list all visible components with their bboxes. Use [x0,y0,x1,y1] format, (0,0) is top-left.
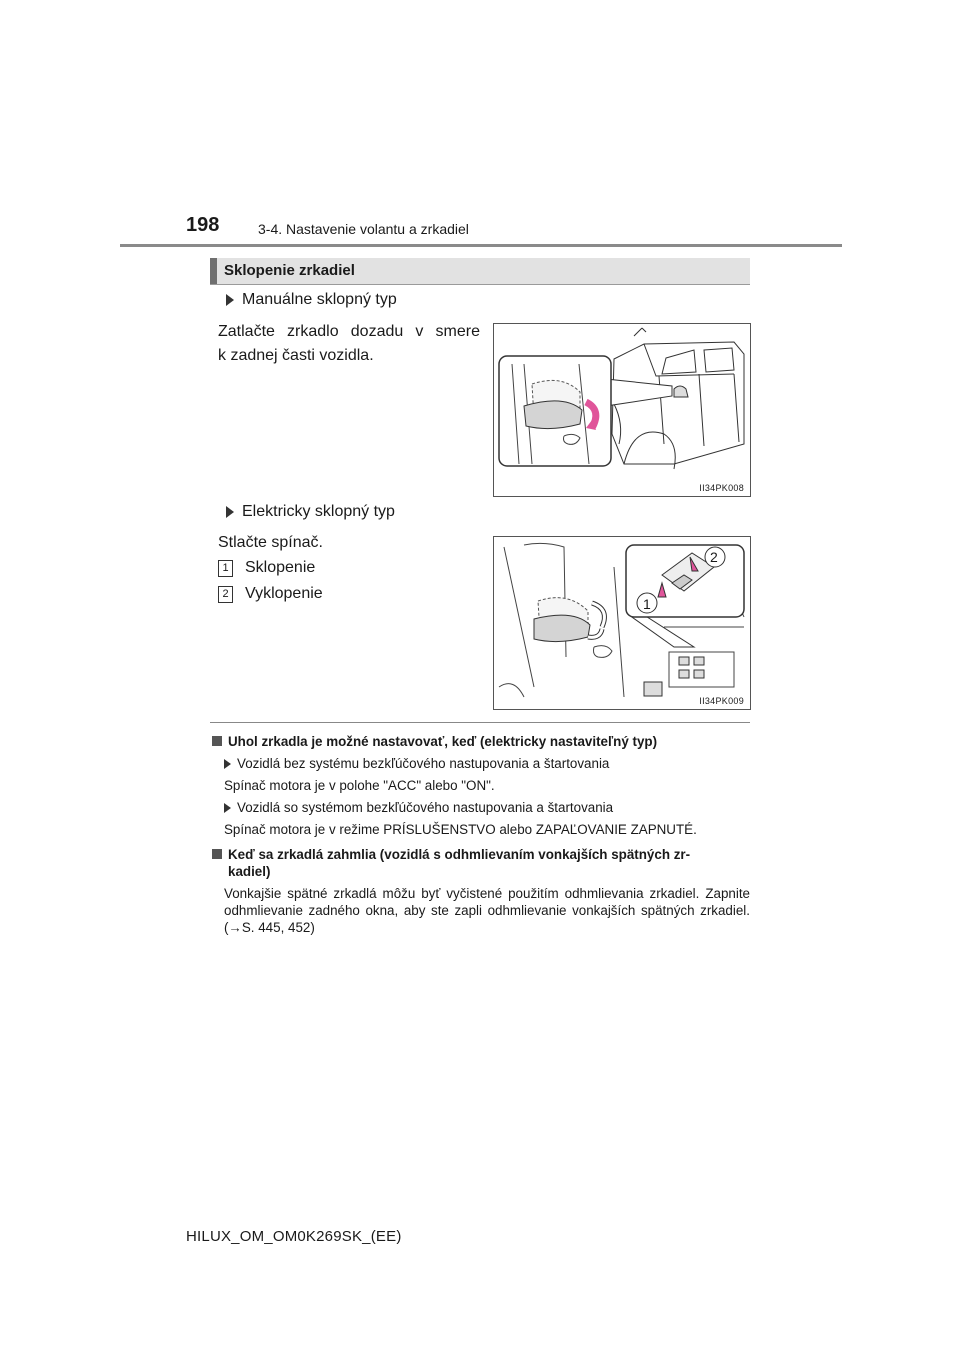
manual-instruction-line1: Zatlačte zrkadlo dozadu v smere [218,323,480,340]
manual-instruction-line2: k zadnej časti vozidla. [218,347,374,364]
electric-fold-figure [493,536,751,710]
section-heading-marker [210,258,217,284]
note-title: Uhol zrkadla je možné nastavovať, keď (elektricky nastaviteľný typ) [228,734,658,749]
square-bullet-icon [212,849,222,859]
arrow-bullet-icon [224,803,231,813]
footer-manual-code: HILUX_OM_OM0K269SK_(EE) [186,1228,402,1245]
list-item-fold [218,559,315,577]
list-item-label: Vyklopenie [245,585,323,602]
note-subitem [224,755,750,772]
page-number: 198 [186,214,220,236]
note-subitem-text: Vozidlá bez systému bezkľúčového nastupovania a štartovania [237,756,610,771]
square-bullet-icon [212,736,222,746]
note-paragraph: Spínač motora je v polohe "ACC" alebo "ON". [224,778,495,793]
electric-type-text: Elektricky sklopný typ [242,503,395,520]
note-subitem-text: Vozidlá so systémom bezkľúčového nastupovania a štartovania [237,800,614,815]
list-item-unfold [218,585,323,603]
manual-type-text: Manuálne sklopný typ [242,291,397,308]
number-badge: 2 [218,586,233,603]
arrow-bullet-icon [226,506,234,518]
note-title-line2: kadiel) [228,864,271,879]
note-title-line1: Keď sa zrkadlá zahmlia (vozidlá s odhmlievaním vonkajších spätných zr- [228,847,691,862]
note-paragraph: Spínač motora je v režime PRÍSLUŠENSTVO alebo ZAPAĽOVANIE ZAPNUTÉ. [224,822,697,837]
electric-instruction: Stlačte spínač. [218,534,323,551]
notes-section [210,733,750,944]
callout-2: 2 [710,549,718,565]
manual-type-label [226,291,397,309]
note-subitem [224,799,750,816]
section-heading-bar [210,258,750,285]
manual-instruction [218,320,480,368]
note-mirror-fog [210,846,750,936]
manual-fold-figure [493,323,751,497]
figure-code: II34PK009 [699,696,744,706]
chapter-title: 3-4. Nastavenie volantu a zrkadiel [258,221,469,237]
arrow-bullet-icon [226,294,234,306]
manual-fold-illustration [494,324,750,496]
arrow-bullet-icon [224,759,231,769]
electric-type-label [226,503,395,521]
notes-divider [210,722,750,723]
section-title: Sklopenie zrkadiel [224,262,355,279]
callout-1: 1 [643,596,651,612]
header-divider [120,244,842,247]
note-heading [210,846,750,880]
note-mirror-angle [210,733,750,838]
number-badge: 1 [218,560,233,577]
note-title [228,846,690,880]
list-item-label: Sklopenie [245,559,316,576]
figure-code: II34PK008 [699,483,744,493]
note-heading [210,733,750,750]
note-paragraph: Vonkajšie spätné zrkadlá môžu byť vyčistené použitím odhmlievania zrkadiel. Zapnite odhmlievanie zadného okna, aby ste zapli odhmlievanie vonkajších spätných zrkadiel. (→S. 445, 452) [224,886,750,935]
